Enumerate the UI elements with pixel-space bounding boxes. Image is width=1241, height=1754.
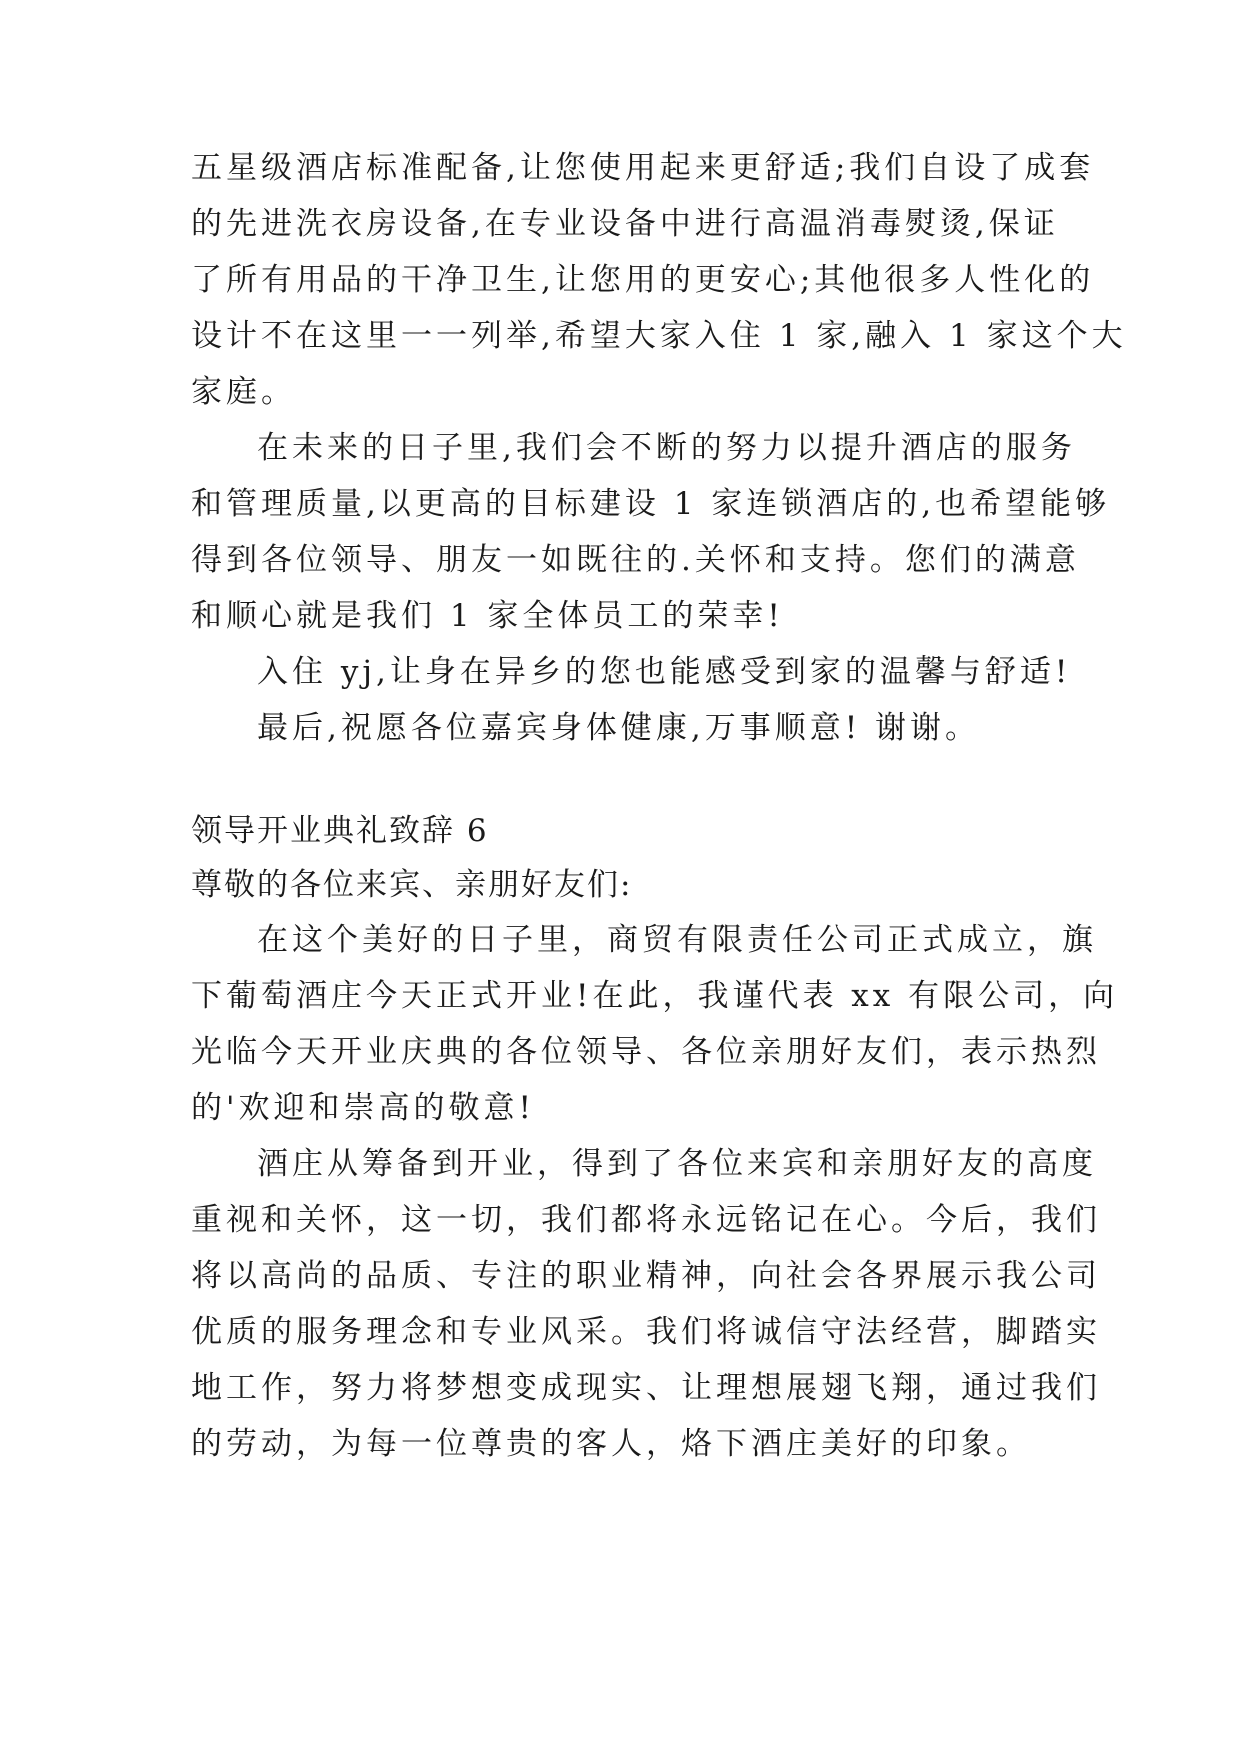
- paragraph-future-plans: [191, 420, 1111, 644]
- text-line: 下葡萄酒庄今天正式开业!在此，我谨代表 xx 有限公司，向: [191, 978, 1119, 1014]
- text-line: 设计不在这里一一列举,希望大家入住 1 家,融入 1 家这个大: [191, 318, 1127, 354]
- text-line: 优质的服务理念和专业风采。我们将诚信守法经营，脚踏实: [191, 1314, 1101, 1350]
- text-line: 的'欢迎和崇高的敬意!: [191, 1090, 535, 1126]
- text-line: 家庭。: [191, 374, 296, 410]
- text-line: 了所有用品的干净卫生,让您用的更安心;其他很多人性化的: [191, 262, 1095, 298]
- document-page: [191, 140, 1127, 1472]
- salutation: 尊敬的各位来宾、亲朋好友们:: [191, 867, 633, 903]
- text-line: 将以高尚的品质、专注的职业精神，向社会各界展示我公司: [191, 1258, 1101, 1294]
- section-spacer: [191, 756, 1056, 804]
- text-line: 五星级酒店标准配备,让您使用起来更舒适;我们自设了成套: [191, 150, 1095, 186]
- text-line: 光临今天开业庆典的各位领导、各位亲朋好友们，表示热烈: [191, 1034, 1101, 1070]
- text-line: 酒庄从筹备到开业，得到了各位来宾和亲朋好友的高度: [257, 1146, 1097, 1182]
- text-line: 地工作，努力将梦想变成现实、让理想展翅飞翔，通过我们: [191, 1370, 1101, 1406]
- text-line: 和顺心就是我们 1 家全体员工的荣幸!: [191, 598, 784, 634]
- paragraph-gratitude: [191, 1136, 1101, 1472]
- text-line: 的劳动，为每一位尊贵的客人，烙下酒庄美好的印象。: [191, 1426, 1031, 1462]
- text-line: 和管理质量,以更高的目标建设 1 家连锁酒店的,也希望能够: [191, 486, 1111, 522]
- paragraph-stay-welcome: 入住 yj,让身在异乡的您也能感受到家的温馨与舒适!: [257, 654, 1072, 690]
- paragraph-hotel-amenities: [191, 140, 1127, 420]
- text-line: 的先进洗衣房设备,在专业设备中进行高温消毒熨烫,保证: [191, 206, 1059, 242]
- paragraph-closing-wishes: 最后,祝愿各位嘉宾身体健康,万事顺意! 谢谢。: [257, 710, 981, 746]
- text-line: 重视和关怀，这一切，我们都将永远铭记在心。今后，我们: [191, 1202, 1101, 1238]
- text-line: 在未来的日子里,我们会不断的努力以提升酒店的服务: [257, 430, 1076, 466]
- text-line: 在这个美好的日子里，商贸有限责任公司正式成立，旗: [257, 922, 1097, 958]
- text-line: 得到各位领导、朋友一如既往的.关怀和支持。您们的满意: [191, 542, 1080, 578]
- section-title: 领导开业典礼致辞 6: [191, 813, 489, 849]
- paragraph-opening-announcement: [191, 912, 1119, 1136]
